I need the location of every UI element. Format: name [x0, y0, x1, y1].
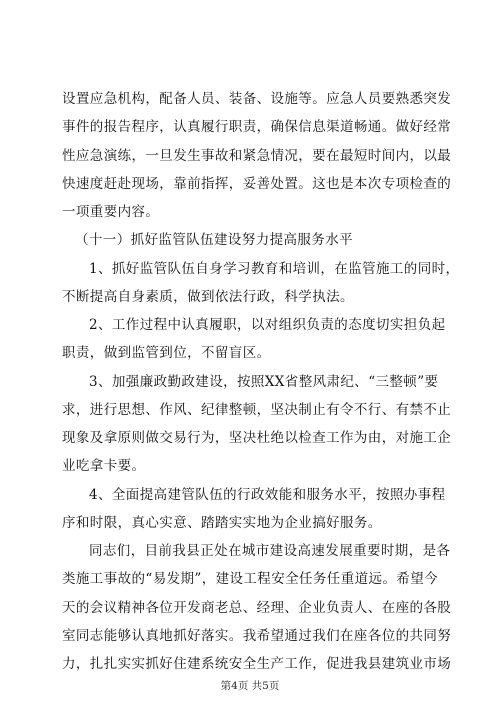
text-line: 类施工事故的“易发期”，建设工程安全任务任重道远。希望今 [62, 571, 439, 587]
text-line: 序和时限，真心实意、踏踏实实地为企业搞好服务。 [62, 515, 382, 531]
text-line: 1、抓好监管队伍自身学习教育和培训，在监管施工的同时， [89, 261, 460, 277]
text-line: 同志们，目前我县正处在城市建设高速发展重要时期，是各 [89, 543, 451, 559]
text-line: 事件的报告程序，认真履行职责，确保信息渠道畅通。做好经常 [62, 119, 452, 135]
text-line: 快速度赶赴现场，靠前指挥，妥善处置。这也是本次专项检查的 [62, 176, 452, 192]
text-line: 设置应急机构，配备人员、装备、设施等。应急人员要熟悉突发 [62, 91, 452, 107]
text-line: 业吃拿卡要。 [62, 458, 146, 474]
text-line: 职责，做到监管到位，不留盲区。 [62, 345, 271, 361]
text-line: 性应急演练，一旦发生事故和紧急情况，要在最短时间内，以最 [62, 148, 452, 164]
text-line: 3、加强廉政勤政建设，按照XX省整风肃纪、“三整顿”要 [89, 374, 439, 390]
text-line: 室同志能够认真地抓好落实。我希望通过我们在座各位的共同努 [62, 628, 452, 644]
text-line: 4、全面提高建管队伍的行政效能和服务水平，按照办事程 [89, 487, 446, 503]
text-line: 力，扎扎实实抓好住建系统安全生产工作，促进我县建筑业市场 [62, 656, 452, 672]
text-line: 天的会议精神各位开发商老总、经理、企业负责人、在座的各股 [62, 600, 452, 616]
text-line: 2、工作过程中认真履职，以对组织负责的态度切实担负起 [89, 317, 446, 333]
text-line: 不断提高自身素质，做到依法行政，科学执法。 [62, 289, 354, 305]
text-line: 求，进行思想、作风、纪律整顿，坚决制止有令不行、有禁不止 [62, 402, 452, 418]
page-number: 第4页 共5页 [220, 680, 280, 692]
text-line: 现象及拿原则做交易行为，坚决杜绝以检查工作为由，对施工企 [62, 430, 452, 446]
text-line: 一项重要内容。 [62, 204, 160, 220]
section-heading: （十一）抓好监管队伍建设努力提高服务水平 [75, 232, 353, 248]
